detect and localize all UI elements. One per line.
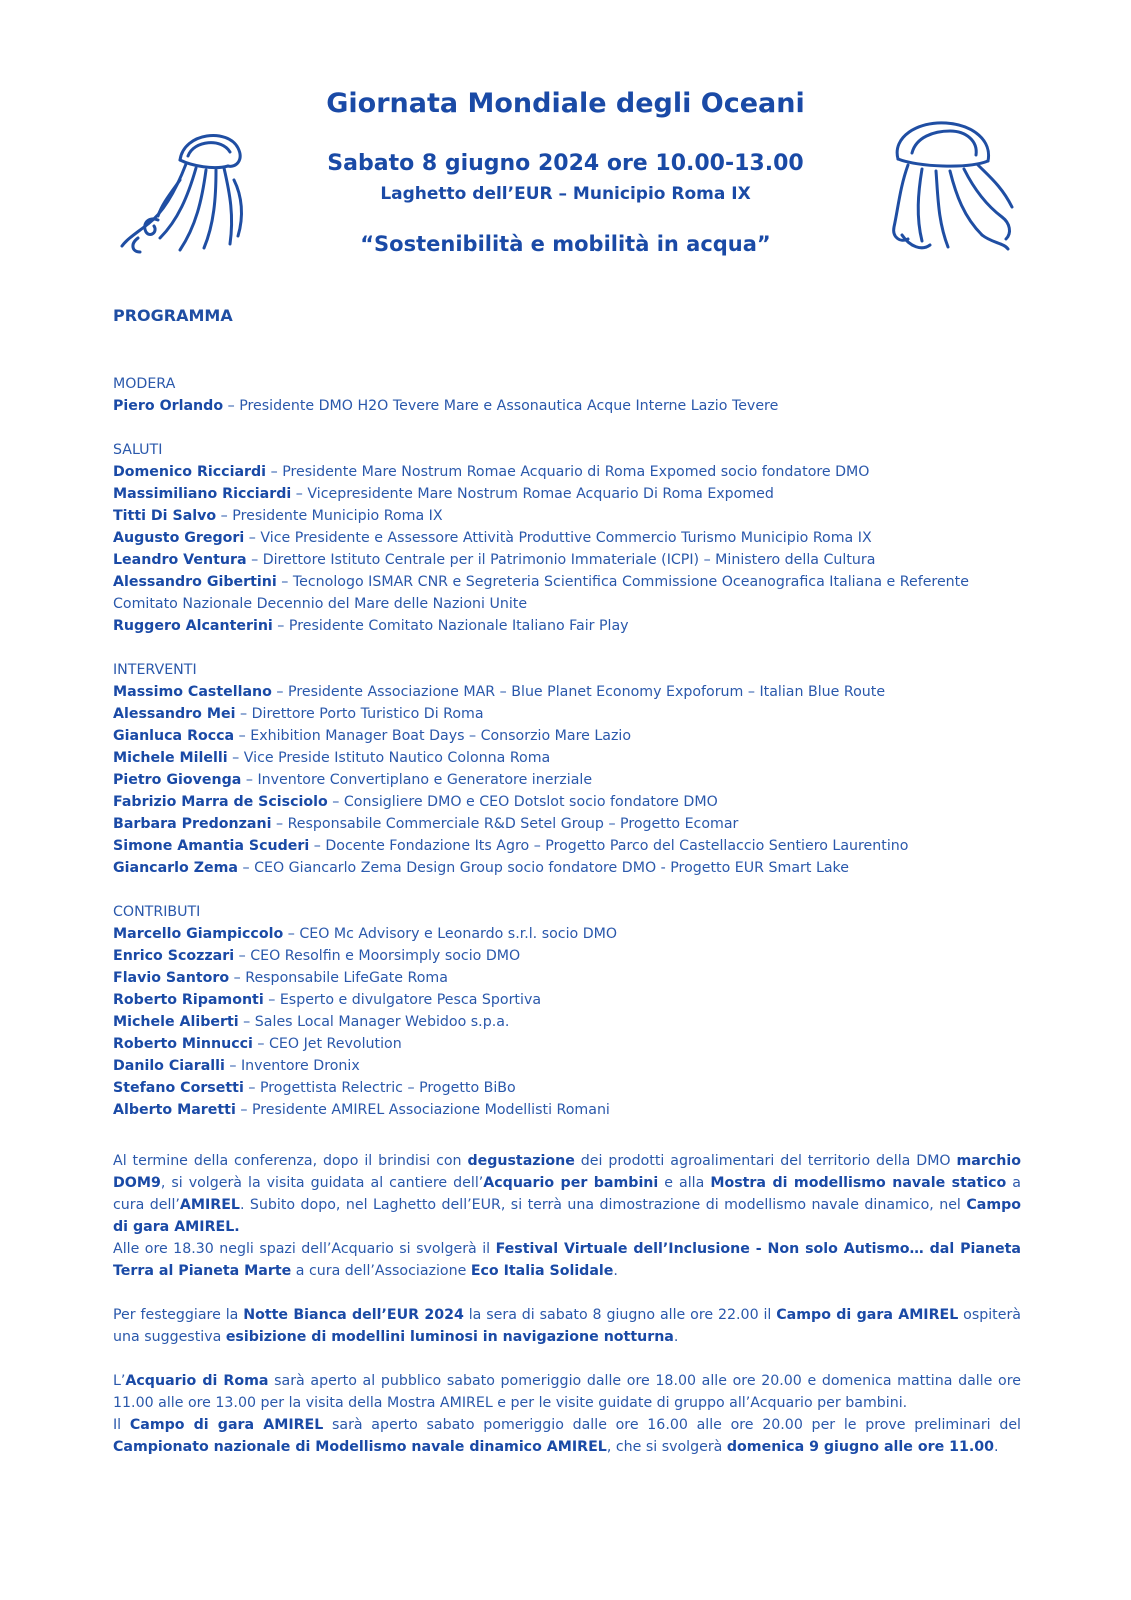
paragraph-conference-end xyxy=(113,1150,1021,1238)
speaker-name: Marcello Giampiccolo xyxy=(113,926,284,942)
separator: – xyxy=(272,618,289,634)
speaker-role: Vice Preside Istituto Nautico Colonna Roma xyxy=(243,750,551,766)
speaker-name: Michele Milelli xyxy=(113,750,228,766)
section-label: CONTRIBUTI xyxy=(113,904,201,920)
emphasis-text: esibizione di modellini luminosi in navigazione notturna xyxy=(225,1329,674,1345)
speaker-role: Presidente AMIREL Associazione Modellisti Romani xyxy=(251,1102,610,1118)
program-section xyxy=(113,901,1021,1121)
emphasis-text: Eco Italia Solidale xyxy=(470,1263,614,1279)
speaker-role: Consigliere DMO e CEO Dotslot socio fondatore DMO xyxy=(343,794,718,810)
speaker-entry xyxy=(113,395,1021,417)
speaker-role: Esperto e divulgatore Pesca Sportiva xyxy=(279,992,542,1008)
separator: – xyxy=(246,552,263,568)
speaker-name: Giancarlo Zema xyxy=(113,860,238,876)
speaker-name: Ruggero Alcanterini xyxy=(113,618,273,634)
separator: – xyxy=(224,1058,241,1074)
separator: – xyxy=(271,684,289,700)
speaker-name: Stefano Corsetti xyxy=(113,1080,244,1096)
body-text: L’ xyxy=(113,1373,126,1389)
speaker-entry xyxy=(113,681,1021,703)
separator: – xyxy=(235,1102,252,1118)
speaker-entry xyxy=(113,703,1021,725)
emphasis-text: marchio DOM9 xyxy=(113,1153,1021,1191)
speaker-name: Flavio Santoro xyxy=(113,970,230,986)
separator: – xyxy=(241,772,258,788)
separator: – xyxy=(327,794,344,810)
speaker-entry xyxy=(113,769,1021,791)
speaker-role: Inventore Convertiplano e Generatore inerziale xyxy=(257,772,593,788)
speaker-entry xyxy=(113,1077,1021,1099)
separator: – xyxy=(238,1014,255,1030)
body-text: e alla xyxy=(658,1175,711,1191)
speaker-role: Presidente Associazione MAR – Blue Planet Economy Expoforum – Italian Blue Route xyxy=(288,684,886,700)
event-date: Sabato 8 giugno 2024 ore 10.00-13.00 xyxy=(327,151,804,176)
speaker-role: Inventore Dronix xyxy=(241,1058,360,1074)
speaker-name: Roberto Ripamonti xyxy=(113,992,264,1008)
separator: – xyxy=(276,574,293,590)
speaker-entry xyxy=(113,527,1021,549)
body-text: sarà aperto al pubblico sabato pomeriggio dalle ore 18.00 alle ore 20.00 e domenica mattina dalle ore 11.00 alle ore 13.00 per la visita della Mostra AMIREL e per le visite guidate di gruppo all’Acquario per bambini. xyxy=(113,1373,1021,1411)
separator: – xyxy=(234,948,251,964)
emphasis-text: Acquario per bambini xyxy=(483,1175,659,1191)
body-text: sarà aperto sabato pomeriggio dalle ore 16.00 alle ore 20.00 per le prove preliminari del xyxy=(323,1417,1021,1433)
separator: – xyxy=(263,992,280,1008)
separator: – xyxy=(237,860,255,876)
speaker-name: Simone Amantia Scuderi xyxy=(113,838,310,854)
program-section xyxy=(113,373,1021,417)
speaker-entry xyxy=(113,1033,1021,1055)
body-text: . xyxy=(613,1263,618,1279)
separator: – xyxy=(223,398,240,414)
separator: – xyxy=(266,464,283,480)
speaker-name: Pietro Giovenga xyxy=(113,772,242,788)
speaker-entry xyxy=(113,967,1021,989)
emphasis-text: Campo di gara AMIREL xyxy=(129,1417,324,1433)
speaker-entry xyxy=(113,1099,1021,1121)
emphasis-text: Acquario di Roma xyxy=(125,1373,269,1389)
section-label: SALUTI xyxy=(113,442,163,458)
speaker-role: CEO Mc Advisory e Leonardo s.r.l. socio DMO xyxy=(299,926,618,942)
speaker-entry xyxy=(113,615,1021,637)
speaker-entry xyxy=(113,725,1021,747)
speaker-role: Exhibition Manager Boat Days – Consorzio Mare Lazio xyxy=(250,728,632,744)
speaker-name: Enrico Scozzari xyxy=(113,948,235,964)
separator: – xyxy=(243,1080,260,1096)
speaker-role: CEO Giancarlo Zema Design Group socio fondatore DMO - Progetto EUR Smart Lake xyxy=(254,860,849,876)
speaker-name: Fabrizio Marra de Scisciolo xyxy=(113,794,328,810)
speaker-name: Titti Di Salvo xyxy=(113,508,217,524)
emphasis-text: Festival Virtuale dell’Inclusione - Non solo Autismo… dal Pianeta Terra al Pianeta Marte xyxy=(113,1241,1021,1279)
body-text: dei prodotti agroalimentari del territorio della DMO xyxy=(574,1153,957,1169)
speaker-entry xyxy=(113,549,1021,571)
separator: – xyxy=(309,838,326,854)
separator: – xyxy=(244,530,261,546)
separator: – xyxy=(227,750,244,766)
speaker-role: Responsabile Commerciale R&D Setel Group – Progetto Ecomar xyxy=(287,816,739,832)
speaker-entry xyxy=(113,857,1021,879)
paragraph-festival xyxy=(113,1238,1021,1282)
speaker-entry xyxy=(113,923,1021,945)
separator: – xyxy=(283,926,300,942)
separator: – xyxy=(229,970,246,986)
speaker-name: Alberto Maretti xyxy=(113,1102,236,1118)
separator: – xyxy=(252,1036,270,1052)
body-text: ospiterà una suggestiva xyxy=(113,1307,1021,1345)
speaker-name: Massimiliano Ricciardi xyxy=(113,486,292,502)
speaker-role: Direttore Istituto Centrale per il Patrimonio Immateriale (ICPI) – Ministero della Cultura xyxy=(262,552,876,568)
speaker-entry xyxy=(113,483,1021,505)
speaker-name: Gianluca Rocca xyxy=(113,728,235,744)
speaker-entry xyxy=(113,945,1021,967)
body-text: Per festeggiare la xyxy=(113,1307,244,1323)
speaker-entry xyxy=(113,747,1021,769)
closing-notes xyxy=(113,1150,1021,1480)
speaker-role: Responsabile LifeGate Roma xyxy=(245,970,448,986)
emphasis-text: Campo di gara AMIREL. xyxy=(113,1197,1021,1235)
speaker-role: Sales Local Manager Webidoo s.p.a. xyxy=(254,1014,510,1030)
speaker-entry xyxy=(113,461,1021,483)
speaker-role: Docente Fondazione Its Agro – Progetto Parco del Castellaccio Sentiero Laurentino xyxy=(325,838,909,854)
speaker-role: Presidente Municipio Roma IX xyxy=(232,508,443,524)
event-location: Laghetto dell’EUR – Municipio Roma IX xyxy=(380,184,751,204)
body-text: Al termine della conferenza, dopo il brindisi con xyxy=(113,1153,468,1169)
speaker-role: Tecnologo ISMAR CNR e Segreteria Scientifica Commissione Oceanografica Italiana e Referente Comitato Nazionale Decennio del Mare delle Nazioni Unite xyxy=(113,574,969,612)
speaker-role: Presidente DMO H2O Tevere Mare e Assonautica Acque Interne Lazio Tevere xyxy=(239,398,779,414)
body-text: a cura dell’ xyxy=(113,1175,1021,1213)
body-text: Il xyxy=(113,1417,130,1433)
page-title: Giornata Mondiale degli Oceani xyxy=(326,88,805,119)
section-label: INTERVENTI xyxy=(113,662,197,678)
speaker-entry xyxy=(113,1011,1021,1033)
program-section xyxy=(113,659,1021,879)
speaker-name: Roberto Minnucci xyxy=(113,1036,253,1052)
speaker-name: Danilo Ciaralli xyxy=(113,1058,225,1074)
speaker-role: Direttore Porto Turistico Di Roma xyxy=(251,706,484,722)
speaker-name: Piero Orlando xyxy=(113,398,224,414)
emphasis-text: Mostra di modellismo navale statico xyxy=(710,1175,1007,1191)
emphasis-text: domenica 9 giugno alle ore 11.00 xyxy=(726,1439,995,1455)
speaker-entry xyxy=(113,1055,1021,1077)
speaker-entry xyxy=(113,505,1021,527)
event-theme: “Sostenibilità e mobilità in acqua” xyxy=(360,232,771,256)
emphasis-text: AMIREL xyxy=(179,1197,240,1213)
speaker-entry xyxy=(113,791,1021,813)
speaker-role: Presidente Mare Nostrum Romae Acquario di Roma Expomed socio fondatore DMO xyxy=(282,464,870,480)
emphasis-text: Campionato nazionale di Modellismo navale dinamico AMIREL xyxy=(113,1439,607,1455)
separator: – xyxy=(271,816,288,832)
speaker-role: CEO Resolfin e Moorsimply socio DMO xyxy=(250,948,521,964)
speaker-name: Michele Aliberti xyxy=(113,1014,239,1030)
body-text: . xyxy=(673,1329,679,1345)
speaker-name: Alessandro Gibertini xyxy=(113,574,277,590)
speaker-name: Domenico Ricciardi xyxy=(113,464,267,480)
program-sections xyxy=(113,373,1021,1143)
body-text: , si volgerà la visita guidata al cantiere dell’ xyxy=(160,1175,484,1191)
body-text: , che si svolgerà xyxy=(606,1439,727,1455)
separator: – xyxy=(216,508,233,524)
separator: – xyxy=(234,728,251,744)
speaker-entry xyxy=(113,813,1021,835)
paragraph-acquario-hours xyxy=(113,1370,1021,1414)
body-text: Alle ore 18.30 negli spazi dell’Acquario si svolgerà il xyxy=(113,1241,496,1257)
body-text: . xyxy=(994,1439,999,1455)
speaker-entry xyxy=(113,571,1021,615)
speaker-role: CEO Jet Revolution xyxy=(269,1036,402,1052)
speaker-name: Alessandro Mei xyxy=(113,706,236,722)
speaker-role: Vice Presidente e Assessore Attività Produttive Commercio Turismo Municipio Roma IX xyxy=(260,530,872,546)
speaker-role: Presidente Comitato Nazionale Italiano Fair Play xyxy=(288,618,629,634)
speaker-name: Barbara Predonzani xyxy=(113,816,272,832)
body-text: . Subito dopo, nel Laghetto dell’EUR, si terrà una dimostrazione di modellismo navale dinamico, nel xyxy=(239,1197,967,1213)
section-label: MODERA xyxy=(113,376,176,392)
program-section xyxy=(113,439,1021,637)
speaker-entry xyxy=(113,989,1021,1011)
program-heading: PROGRAMMA xyxy=(113,306,233,325)
separator: – xyxy=(291,486,308,502)
speaker-role: Vicepresidente Mare Nostrum Romae Acquario Di Roma Expomed xyxy=(307,486,774,502)
emphasis-text: Notte Bianca dell’EUR 2024 xyxy=(243,1307,464,1323)
speaker-name: Augusto Gregori xyxy=(113,530,245,546)
emphasis-text: Campo di gara AMIREL xyxy=(776,1307,959,1323)
paragraph-campo-gara xyxy=(113,1414,1021,1458)
body-text: la sera di sabato 8 giugno alle ore 22.00 il xyxy=(463,1307,777,1323)
speaker-role: Progettista Relectric – Progetto BiBo xyxy=(259,1080,516,1096)
separator: – xyxy=(235,706,252,722)
body-text: a cura dell’Associazione xyxy=(291,1263,471,1279)
speaker-name: Massimo Castellano xyxy=(113,684,272,700)
emphasis-text: degustazione xyxy=(467,1153,575,1169)
paragraph-notte-bianca xyxy=(113,1304,1021,1348)
speaker-name: Leandro Ventura xyxy=(113,552,247,568)
speaker-entry xyxy=(113,835,1021,857)
